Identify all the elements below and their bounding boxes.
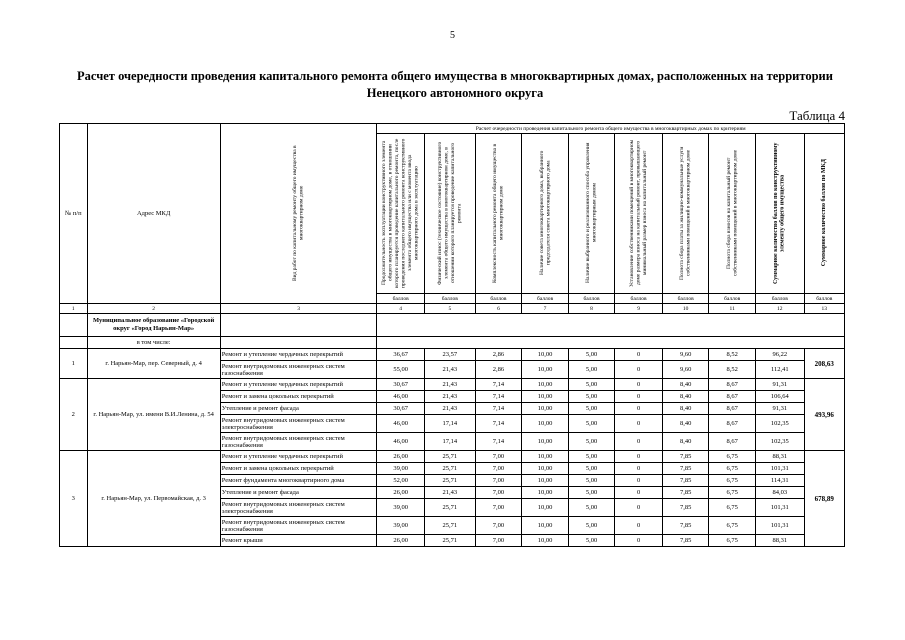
score-cell: 0 bbox=[615, 517, 663, 535]
score-cell: 10,00 bbox=[522, 451, 569, 463]
title-line-1: Расчет очередности проведения капитального ремонта общего имущества в многоквартирных домах, расположенных на территории bbox=[77, 69, 833, 83]
header-num: № п/п bbox=[60, 124, 88, 304]
unit-label: баллов bbox=[662, 294, 709, 304]
score-cell: 21,43 bbox=[424, 361, 475, 379]
score-cell: 101,31 bbox=[755, 463, 804, 475]
column-number: 5 bbox=[424, 304, 475, 314]
score-cell: 102,35 bbox=[755, 433, 804, 451]
score-cell: 2,86 bbox=[475, 349, 522, 361]
score-cell: 10,00 bbox=[522, 535, 569, 547]
score-cell: 7,14 bbox=[475, 433, 522, 451]
score-cell: 21,43 bbox=[424, 487, 475, 499]
score-cell: 5,00 bbox=[568, 361, 615, 379]
header-c11: Полнота сбора взносов на капитальный ремонт собственниками помещений в многоквартирном доме bbox=[709, 134, 756, 294]
score-cell: 6,75 bbox=[709, 535, 756, 547]
header-work: Вид работ по капитальному ремонту общего имущества в многоквартирном доме bbox=[220, 124, 377, 304]
score-cell: 7,85 bbox=[662, 499, 709, 517]
score-cell: 0 bbox=[615, 361, 663, 379]
score-cell: 25,71 bbox=[424, 475, 475, 487]
score-cell: 9,60 bbox=[662, 349, 709, 361]
score-cell: 21,43 bbox=[424, 379, 475, 391]
unit-label: баллов bbox=[709, 294, 756, 304]
score-cell: 5,00 bbox=[568, 499, 615, 517]
header-c6: Комплексность капитального ремонта общего имущества в многоквартирном доме bbox=[475, 134, 522, 294]
title-line-2: Ненецкого автономного округа bbox=[366, 86, 544, 100]
score-cell: 7,85 bbox=[662, 451, 709, 463]
score-cell: 5,00 bbox=[568, 475, 615, 487]
document-title bbox=[40, 68, 870, 102]
score-cell: 5,00 bbox=[568, 403, 615, 415]
score-cell: 8,67 bbox=[709, 415, 756, 433]
score-cell: 0 bbox=[615, 403, 663, 415]
score-cell: 5,00 bbox=[568, 451, 615, 463]
unit-label: баллов bbox=[804, 294, 844, 304]
work-type: Ремонт и утепление чердачных перекрытий bbox=[220, 451, 377, 463]
municipality-name: Муниципальное образование «Городской округ «Город Нарьян-Мар» bbox=[87, 314, 220, 337]
score-cell: 46,00 bbox=[377, 415, 425, 433]
work-type: Утепление и ремонт фасада bbox=[220, 403, 377, 415]
column-number: 6 bbox=[475, 304, 522, 314]
score-cell: 0 bbox=[615, 415, 663, 433]
score-cell: 39,00 bbox=[377, 517, 425, 535]
score-cell: 25,71 bbox=[424, 451, 475, 463]
work-type: Ремонт и замена цокольных перекрытий bbox=[220, 391, 377, 403]
header-c13: Суммарное количество баллов по МКД bbox=[804, 134, 844, 294]
table-row bbox=[60, 451, 845, 463]
score-cell: 0 bbox=[615, 487, 663, 499]
column-number: 8 bbox=[568, 304, 615, 314]
house-number: 1 bbox=[60, 349, 88, 379]
score-cell: 7,00 bbox=[475, 475, 522, 487]
column-number: 13 bbox=[804, 304, 844, 314]
column-number: 12 bbox=[755, 304, 804, 314]
score-cell: 0 bbox=[615, 463, 663, 475]
score-cell: 39,00 bbox=[377, 499, 425, 517]
score-cell: 10,00 bbox=[522, 475, 569, 487]
score-cell: 17,14 bbox=[424, 415, 475, 433]
column-number: 10 bbox=[662, 304, 709, 314]
unit-label: баллов bbox=[377, 294, 425, 304]
score-cell: 88,31 bbox=[755, 451, 804, 463]
score-cell: 7,14 bbox=[475, 415, 522, 433]
score-cell: 7,00 bbox=[475, 499, 522, 517]
header-address: Адрес МКД bbox=[87, 124, 220, 304]
column-number: 1 bbox=[60, 304, 88, 314]
score-cell: 7,00 bbox=[475, 463, 522, 475]
score-cell: 8,52 bbox=[709, 349, 756, 361]
work-type: Ремонт фундамента многоквартирного дома bbox=[220, 475, 377, 487]
unit-label: баллов bbox=[475, 294, 522, 304]
score-cell: 5,00 bbox=[568, 517, 615, 535]
score-cell: 7,14 bbox=[475, 391, 522, 403]
score-cell: 7,00 bbox=[475, 517, 522, 535]
score-cell: 7,85 bbox=[662, 487, 709, 499]
score-cell: 8,40 bbox=[662, 379, 709, 391]
score-cell: 5,00 bbox=[568, 391, 615, 403]
score-cell: 36,67 bbox=[377, 349, 425, 361]
header-c9: Установление собственниками помещений в многоквартирном доме размера взноса на капитальный ремонт, превышающего минимальный размер взноса на капитальный ремонт bbox=[615, 134, 663, 294]
score-cell: 5,00 bbox=[568, 379, 615, 391]
score-cell: 6,75 bbox=[709, 487, 756, 499]
score-cell: 25,71 bbox=[424, 535, 475, 547]
score-cell: 0 bbox=[615, 535, 663, 547]
work-type: Ремонт внутридомовых инженерных систем газоснабжения bbox=[220, 433, 377, 451]
score-cell: 2,86 bbox=[475, 361, 522, 379]
score-cell: 26,00 bbox=[377, 451, 425, 463]
score-cell: 8,67 bbox=[709, 433, 756, 451]
score-cell: 10,00 bbox=[522, 463, 569, 475]
unit-label: баллов bbox=[615, 294, 663, 304]
table-row bbox=[60, 349, 845, 361]
score-cell: 0 bbox=[615, 433, 663, 451]
score-cell: 0 bbox=[615, 499, 663, 517]
unit-label: баллов bbox=[522, 294, 569, 304]
score-cell: 7,85 bbox=[662, 517, 709, 535]
work-type: Ремонт внутридомовых инженерных систем газоснабжения bbox=[220, 361, 377, 379]
house-total: 493,96 bbox=[804, 379, 844, 451]
unit-label: баллов bbox=[568, 294, 615, 304]
work-type: Утепление и ремонт фасада bbox=[220, 487, 377, 499]
score-cell: 9,60 bbox=[662, 361, 709, 379]
score-cell: 0 bbox=[615, 391, 663, 403]
header-c12: Суммарное количество баллов по конструктивному элементу общего имущества bbox=[755, 134, 804, 294]
score-cell: 96,22 bbox=[755, 349, 804, 361]
unit-label: баллов bbox=[755, 294, 804, 304]
score-cell: 5,00 bbox=[568, 535, 615, 547]
score-cell: 101,31 bbox=[755, 517, 804, 535]
score-cell: 7,00 bbox=[475, 451, 522, 463]
header-c5: Физический износ (техническое состояние) конструктивного элемента общего имущества в многоквартирном доме, в отношении которого планируется проведение капитального ремонта bbox=[424, 134, 475, 294]
header-c10: Полнота сбора платы за жилищно-коммунальные услуги собственниками помещений в многоквартирном доме bbox=[662, 134, 709, 294]
score-cell: 112,41 bbox=[755, 361, 804, 379]
score-cell: 5,00 bbox=[568, 463, 615, 475]
column-number: 9 bbox=[615, 304, 663, 314]
score-cell: 21,43 bbox=[424, 391, 475, 403]
score-cell: 101,31 bbox=[755, 499, 804, 517]
score-cell: 10,00 bbox=[522, 433, 569, 451]
score-cell: 7,14 bbox=[475, 379, 522, 391]
work-type: Ремонт крыши bbox=[220, 535, 377, 547]
header-c4: Продолжительность эксплуатации конструктивного элемента общего имущества в многоквартирном доме, в отношении которого планируется проведение капитального ремонта, после проведения последнего капитального ремонта конструктивного элемента общего имущества или с момента ввода многоквартирного дома в эксплуатацию bbox=[377, 134, 425, 294]
score-cell: 6,75 bbox=[709, 517, 756, 535]
score-cell: 8,40 bbox=[662, 415, 709, 433]
unit-label: баллов bbox=[424, 294, 475, 304]
score-cell: 10,00 bbox=[522, 487, 569, 499]
score-cell: 26,00 bbox=[377, 487, 425, 499]
score-cell: 91,31 bbox=[755, 379, 804, 391]
score-cell: 25,71 bbox=[424, 499, 475, 517]
table-row bbox=[60, 379, 845, 391]
score-cell: 88,31 bbox=[755, 535, 804, 547]
score-cell: 10,00 bbox=[522, 391, 569, 403]
score-cell: 10,00 bbox=[522, 361, 569, 379]
score-cell: 102,35 bbox=[755, 415, 804, 433]
score-cell: 23,57 bbox=[424, 349, 475, 361]
house-number: 3 bbox=[60, 451, 88, 547]
score-cell: 0 bbox=[615, 379, 663, 391]
score-cell: 0 bbox=[615, 475, 663, 487]
score-cell: 0 bbox=[615, 349, 663, 361]
score-cell: 7,85 bbox=[662, 535, 709, 547]
work-type: Ремонт внутридомовых инженерных систем электроснабжения bbox=[220, 499, 377, 517]
score-cell: 7,00 bbox=[475, 535, 522, 547]
work-type: Ремонт и утепление чердачных перекрытий bbox=[220, 379, 377, 391]
score-cell: 114,31 bbox=[755, 475, 804, 487]
score-cell: 6,75 bbox=[709, 499, 756, 517]
score-cell: 106,64 bbox=[755, 391, 804, 403]
table-label: Таблица 4 bbox=[789, 108, 845, 123]
page-number: 5 bbox=[450, 30, 455, 41]
score-cell: 6,75 bbox=[709, 475, 756, 487]
house-total: 678,89 bbox=[804, 451, 844, 547]
score-cell: 10,00 bbox=[522, 499, 569, 517]
score-cell: 8,52 bbox=[709, 361, 756, 379]
score-cell: 10,00 bbox=[522, 415, 569, 433]
score-cell: 8,40 bbox=[662, 433, 709, 451]
score-cell: 91,31 bbox=[755, 403, 804, 415]
score-cell: 25,71 bbox=[424, 517, 475, 535]
column-number: 4 bbox=[377, 304, 425, 314]
score-cell: 8,67 bbox=[709, 403, 756, 415]
score-cell: 17,14 bbox=[424, 433, 475, 451]
score-cell: 46,00 bbox=[377, 391, 425, 403]
score-cell: 21,43 bbox=[424, 403, 475, 415]
score-cell: 10,00 bbox=[522, 403, 569, 415]
score-cell: 5,00 bbox=[568, 487, 615, 499]
work-type: Ремонт внутридомовых инженерных систем газоснабжения bbox=[220, 517, 377, 535]
header-criteria-group: Расчет очередности проведения капитального ремонта общего имущества в многоквартирных домах по критериям bbox=[377, 124, 845, 134]
priority-table bbox=[59, 123, 845, 547]
house-address: г. Нарьян-Мар, ул. Первомайская, д. 3 bbox=[87, 451, 220, 547]
score-cell: 6,75 bbox=[709, 463, 756, 475]
column-number: 11 bbox=[709, 304, 756, 314]
score-cell: 7,85 bbox=[662, 463, 709, 475]
house-address: г. Нарьян-Мар, ул. имени В.И.Ленина, д. 54 bbox=[87, 379, 220, 451]
house-number: 2 bbox=[60, 379, 88, 451]
score-cell: 30,67 bbox=[377, 379, 425, 391]
score-cell: 5,00 bbox=[568, 433, 615, 451]
score-cell: 8,40 bbox=[662, 391, 709, 403]
score-cell: 46,00 bbox=[377, 433, 425, 451]
score-cell: 25,71 bbox=[424, 463, 475, 475]
score-cell: 30,67 bbox=[377, 403, 425, 415]
score-cell: 26,00 bbox=[377, 535, 425, 547]
column-number: 7 bbox=[522, 304, 569, 314]
column-number: 2 bbox=[87, 304, 220, 314]
score-cell: 8,67 bbox=[709, 379, 756, 391]
score-cell: 0 bbox=[615, 451, 663, 463]
score-cell: 10,00 bbox=[522, 517, 569, 535]
score-cell: 84,03 bbox=[755, 487, 804, 499]
house-total: 208,63 bbox=[804, 349, 844, 379]
score-cell: 8,67 bbox=[709, 391, 756, 403]
score-cell: 5,00 bbox=[568, 349, 615, 361]
work-type: Ремонт внутридомовых инженерных систем электроснабжения bbox=[220, 415, 377, 433]
score-cell: 52,00 bbox=[377, 475, 425, 487]
in-total-label: в том числе: bbox=[87, 337, 220, 349]
work-type: Ремонт и замена цокольных перекрытий bbox=[220, 463, 377, 475]
header-c7: Наличие совета многоквартирного дома, выбранного председателя совета многоквартирного дома bbox=[522, 134, 569, 294]
score-cell: 7,14 bbox=[475, 403, 522, 415]
score-cell: 5,00 bbox=[568, 415, 615, 433]
score-cell: 7,00 bbox=[475, 487, 522, 499]
score-cell: 55,00 bbox=[377, 361, 425, 379]
score-cell: 6,75 bbox=[709, 451, 756, 463]
house-address: г. Нарьян-Мар, пер. Северный, д. 4 bbox=[87, 349, 220, 379]
work-type: Ремонт и утепление чердачных перекрытий bbox=[220, 349, 377, 361]
score-cell: 39,00 bbox=[377, 463, 425, 475]
score-cell: 8,40 bbox=[662, 403, 709, 415]
score-cell: 10,00 bbox=[522, 349, 569, 361]
column-number: 3 bbox=[220, 304, 377, 314]
score-cell: 10,00 bbox=[522, 379, 569, 391]
header-c8: Наличие выбранного и реализованного способа управления многоквартирным домом bbox=[568, 134, 615, 294]
score-cell: 7,85 bbox=[662, 475, 709, 487]
